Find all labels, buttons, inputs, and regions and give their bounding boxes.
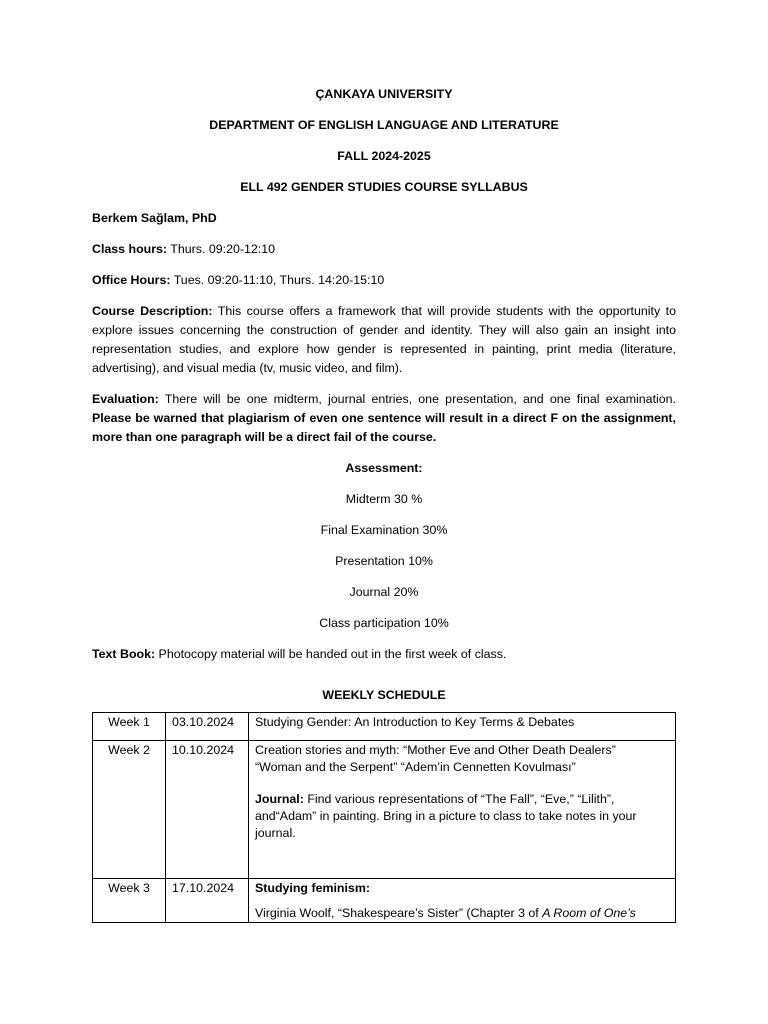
assessment-title: Assessment: bbox=[345, 461, 423, 475]
department-title: DEPARTMENT OF ENGLISH LANGUAGE AND LITERATURE bbox=[209, 118, 559, 132]
reading-text: Virginia Woolf, “Shakespeare’s Sister” (Chapter 3 of bbox=[255, 906, 543, 920]
topic-line: Creation stories and myth: “Mother Eve and Other Death Dealers” bbox=[255, 743, 616, 757]
journal-label: Journal: bbox=[255, 792, 304, 806]
assessment-section bbox=[92, 459, 676, 633]
reading-title: A Room of One’s bbox=[542, 906, 636, 920]
weekly-schedule-title: WEEKLY SCHEDULE bbox=[322, 688, 446, 702]
term-title: FALL 2024-2025 bbox=[337, 149, 431, 163]
topic-line: “Woman and the Serpent” “Adem’in Cennetten Kovulması” bbox=[255, 760, 576, 774]
journal-assignment bbox=[255, 791, 669, 842]
topic-heading: Studying feminism: bbox=[255, 881, 370, 895]
class-hours bbox=[92, 240, 676, 259]
assessment-item: Class participation 10% bbox=[319, 616, 449, 630]
topic-cell bbox=[249, 741, 676, 879]
week-cell: Week 3 bbox=[93, 879, 166, 923]
table-row bbox=[93, 741, 676, 879]
class-hours-label: Class hours: bbox=[92, 242, 168, 256]
weekly-schedule-table bbox=[92, 712, 676, 923]
office-hours-value: Tues. 09:20-11:10, Thurs. 14:20-15:10 bbox=[170, 273, 385, 287]
week-cell: Week 2 bbox=[93, 741, 166, 879]
topic-cell: Studying Gender: An Introduction to Key Terms & Debates bbox=[249, 713, 676, 741]
plagiarism-warning: Please be warned that plagiarism of even one sentence will result in a direct F on the assignment, more than one paragraph will be a direct fail of the course. bbox=[92, 411, 676, 444]
assessment-item: Presentation 10% bbox=[335, 554, 433, 568]
office-hours-label: Office Hours: bbox=[92, 273, 171, 287]
journal-text: Find various representations of “The Fall”, “Eve,” “Lilith”, and“Adam” in painting. Bring in a picture to class to take notes in your journal. bbox=[255, 792, 637, 840]
reading-line bbox=[255, 905, 669, 922]
university-title: ÇANKAYA UNIVERSITY bbox=[315, 87, 453, 101]
text-book-label: Text Book: bbox=[92, 647, 156, 661]
course-description bbox=[92, 302, 676, 378]
text-book-value: Photocopy material will be handed out in the first week of class. bbox=[155, 647, 507, 661]
office-hours bbox=[92, 271, 676, 290]
instructor-name: Berkem Sağlam, PhD bbox=[92, 211, 217, 225]
date-cell: 03.10.2024 bbox=[166, 713, 249, 741]
assessment-item: Journal 20% bbox=[349, 585, 419, 599]
table-row bbox=[93, 713, 676, 741]
course-description-label: Course Description: bbox=[92, 304, 213, 318]
evaluation bbox=[92, 390, 676, 447]
date-cell: 10.10.2024 bbox=[166, 741, 249, 879]
topic-cell bbox=[249, 879, 676, 923]
assessment-item: Final Examination 30% bbox=[320, 523, 448, 537]
date-cell: 17.10.2024 bbox=[166, 879, 249, 923]
text-book bbox=[92, 645, 676, 664]
class-hours-value: Thurs. 09:20-12:10 bbox=[167, 242, 275, 256]
course-description-text: This course offers a framework that will provide students with the opportunity to explore issues concerning the construction of gender and identity. They will also gain an insight into representation studies, and explore how gender is represented in painting, print media (literature, advertising), and visual media (tv, music video, and film). bbox=[92, 304, 677, 375]
evaluation-label: Evaluation: bbox=[92, 392, 159, 406]
week-cell: Week 1 bbox=[93, 713, 166, 741]
evaluation-text: There will be one midterm, journal entries, one presentation, and one final examination. bbox=[158, 392, 676, 406]
assessment-item: Midterm 30 % bbox=[345, 492, 423, 506]
course-title: ELL 492 GENDER STUDIES COURSE SYLLABUS bbox=[240, 180, 528, 194]
table-row bbox=[93, 879, 676, 923]
